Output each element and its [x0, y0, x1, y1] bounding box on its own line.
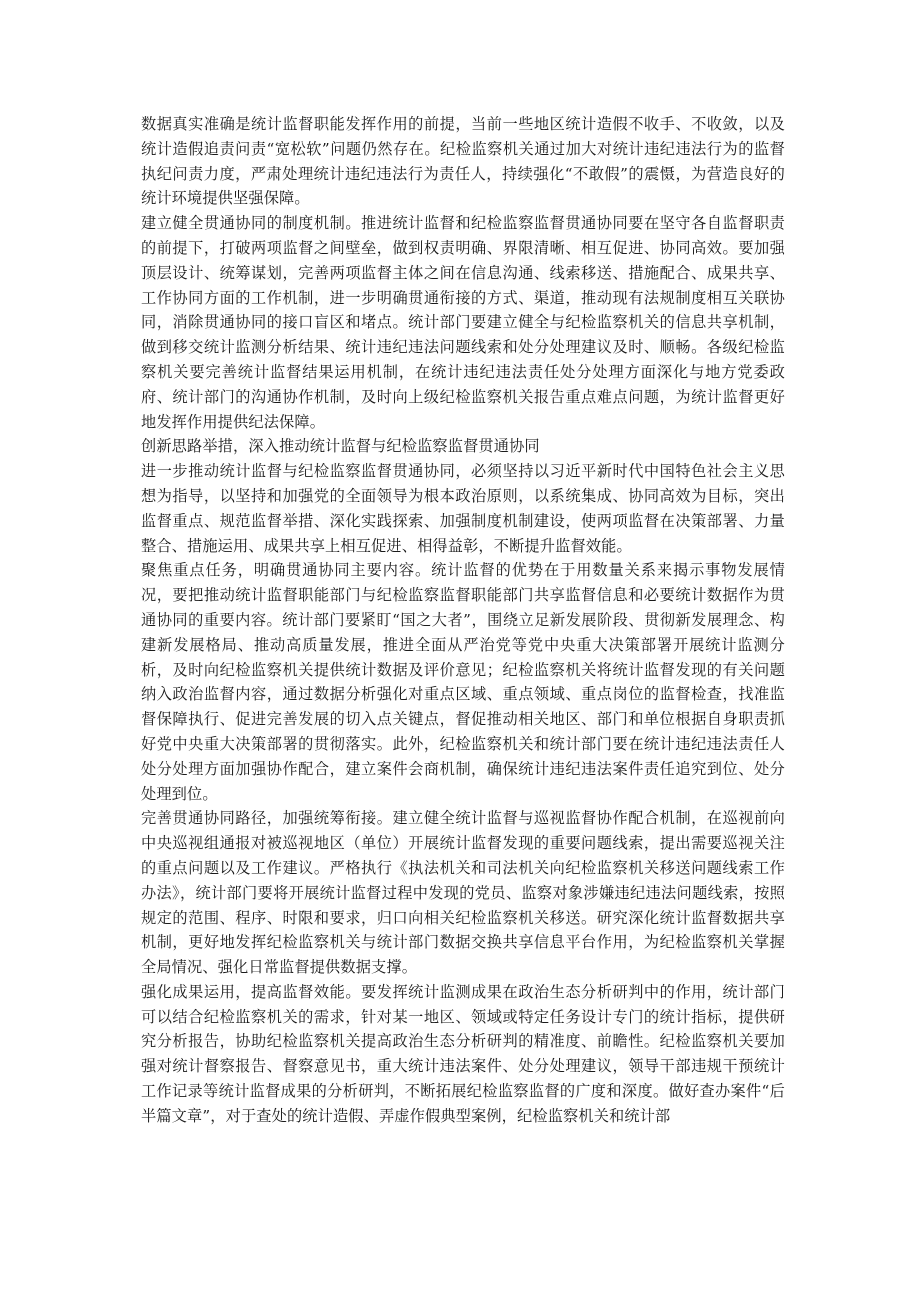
document-body	[141, 112, 785, 1129]
paragraph-guiding-principle: 进一步推动统计监督与纪检监察监督贯通协同，必须坚持以习近平新时代中国特色社会主义思想为指导，以坚持和加强党的全面领导为根本政治原则，以系统集成、协同高效为目标，突出监督重点、规范监督举措、深化实践探索、加强制度机制建设，使两项监督在决策部署、力量整合、措施运用、成果共享上相互促进、相得益彰，不断提升监督效能。	[141, 462, 785, 555]
paragraph-key-tasks: 聚焦重点任务，明确贯通协同主要内容。统计监督的优势在于用数量关系来揭示事物发展情况，要把推动统计监督职能部门与纪检监察监督职能部门共享监督信息和必要统计数据作为贯通协同的重要内容。统计部门要紧盯“国之大者”，围绕立足新发展阶段、贯彻新发展理念、构建新发展格局、推动高质量发展，推进全面从严治党等党中央重大决策部署开展统计监测分析，及时向纪检监察机关提供统计数据及评价意见；纪检监察机关将统计监督发现的有关问题纳入政治监督内容，通过数据分析强化对重点区域、重点领域、重点岗位的监督检查，找准监督保障执行、促进完善发展的切入点关键点，督促推动相关地区、部门和单位根据自身职责抓好党中央重大决策部署的贯彻落实。此外，纪检监察机关和统计部门要在统计违纪违法责任人处分处理方面加强协作配合，建立案件会商机制，确保统计违纪违法案件责任追究到位、处分处理到位。	[141, 561, 785, 803]
paragraph-institutional-mechanism: 建立健全贯通协同的制度机制。推进统计监督和纪检监察监督贯通协同要在坚守各自监督职责的前提下，打破两项监督之间壁垒，做到权责明确、界限清晰、相互促进、协同高效。要加强顶层设计、统筹谋划，完善两项监督主体之间在信息沟通、线索移送、措施配合、成果共享、工作协同方面的工作机制，进一步明确贯通衔接的方式、渠道，推动现有法规制度相互关联协同，消除贯通协同的接口盲区和堵点。统计部门要建立健全与纪检监察机关的信息共享机制，做到移交统计监测分析结果、统计违纪违法问题线索和处分处理建议及时、顺畅。各级纪检监察机关要完善统计监督结果运用机制，在统计违纪违法责任处分处理方面深化与地方党委政府、统计部门的沟通协作机制，及时向上级纪检监察机关报告重点难点问题，为统计监督更好地发挥作用提供纪法保障。	[141, 214, 785, 431]
section-heading: 创新思路举措，深入推动统计监督与纪检监察监督贯通协同	[141, 437, 540, 456]
paragraph-intro: 数据真实准确是统计监督职能发挥作用的前提，当前一些地区统计造假不收手、不收敛，以及统计造假追责问责“宽松软”问题仍然存在。纪检监察机关通过加大对统计违纪违法行为的监督执纪问责力度，严肃处理统计违纪违法行为责任人，持续强化“不敢假”的震慑，为营造良好的统计环境提供坚强保障。	[141, 115, 785, 208]
paragraph-results-application: 强化成果运用，提高监督效能。要发挥统计监测成果在政治生态分析研判中的作用，统计部门可以结合纪检监察机关的需求，针对某一地区、领域或特定任务设计专门的统计指标，提供研究分析报告，协助纪检监察机关提高政治生态分析研判的精准度、前瞻性。纪检监察机关要加强对统计督察报告、督察意见书，重大统计违法案件、处分处理建议，领导干部违规干预统计工作记录等统计监督成果的分析研判，不断拓展纪检监察监督的广度和深度。做好查办案件“后半篇文章”，对于查处的统计造假、弄虚作假典型案例，纪检监察机关和统计部	[141, 982, 785, 1125]
paragraph-coordination-path: 完善贯通协同路径，加强统筹衔接。建立健全统计监督与巡视监督协作配合机制，在巡视前向中央巡视组通报对被巡视地区（单位）开展统计监督发现的重要问题线索，提出需要巡视关注的重点问题以及工作建议。严格执行《执法机关和司法机关向纪检监察机关移送问题线索工作办法》，统计部门要将开展统计监督过程中发现的党员、监察对象涉嫌违纪违法问题线索，按照规定的范围、程序、时限和要求，归口向相关纪检监察机关移送。研究深化统计监督数据共享机制，更好地发挥纪检监察机关与统计部门数据交换共享信息平台作用，为纪检监察机关掌握全局情况、强化日常监督提供数据支撑。	[141, 809, 785, 977]
